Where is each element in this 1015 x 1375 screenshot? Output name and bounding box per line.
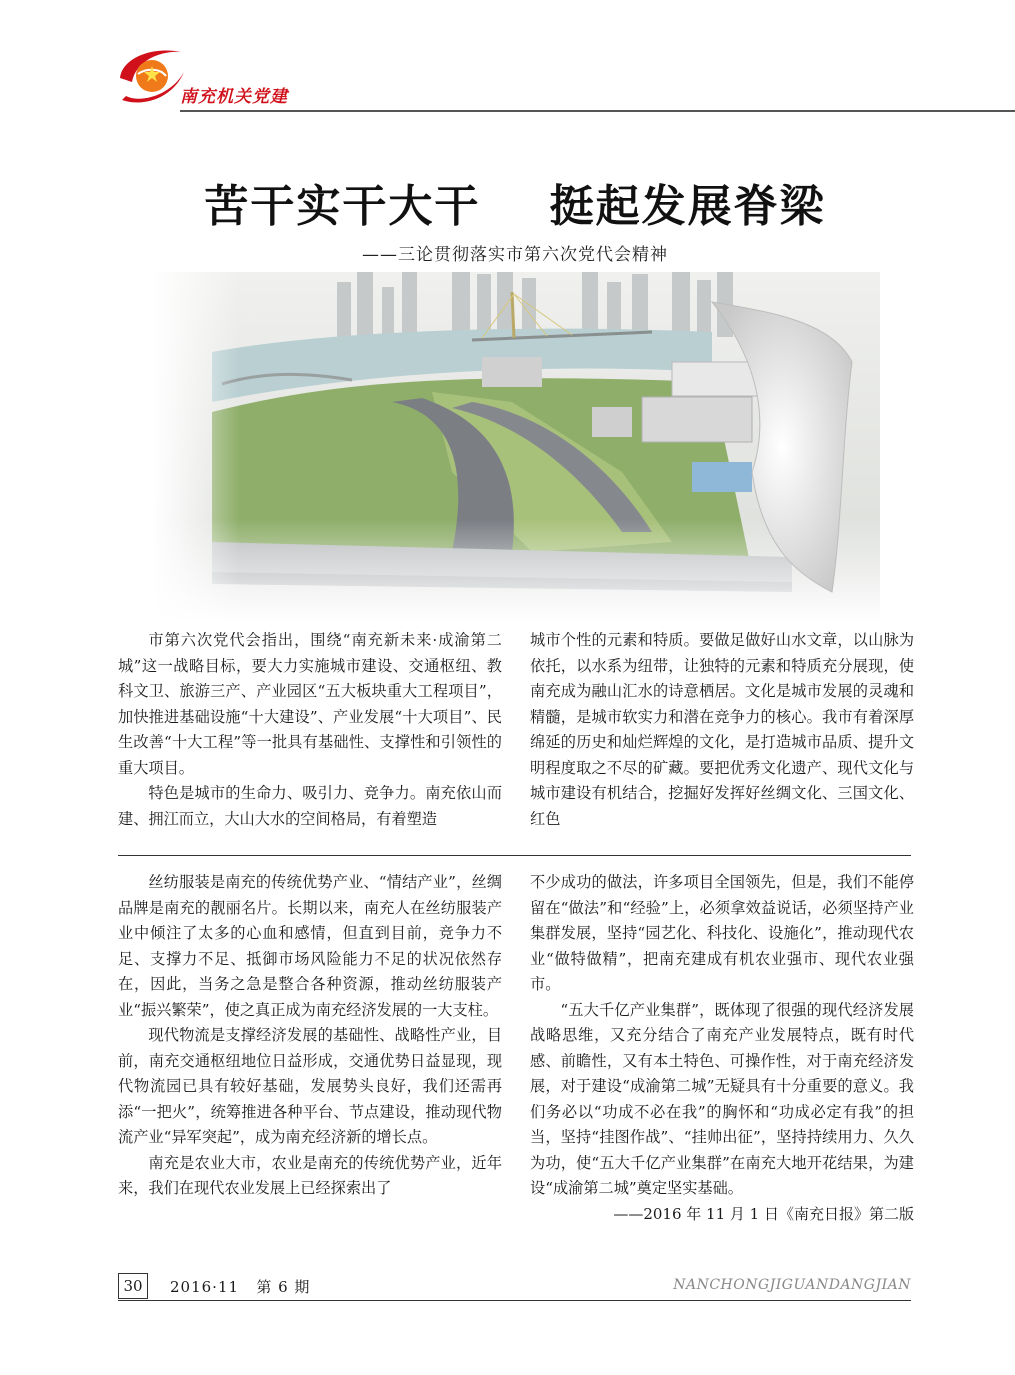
paragraph: 南充是农业大市，农业是南充的传统优势产业，近年来，我们在现代农业发展上已经探索出了 — [118, 1153, 502, 1197]
article-source: ——2016 年 11 月 1 日《南充日报》第二版 — [613, 1204, 914, 1223]
footer-rule — [118, 1300, 911, 1301]
upper-left-column — [118, 628, 502, 832]
paragraph: 不少成功的做法，许多项目全国领先，但是，我们不能停留在“做法”和“经验”上，必须拿效益说话，必须坚持产业集群发展，坚持“园艺化、科技化、设施化”，推动现代农业“做特做精”，把南充建成有机农业强市、现代农业强市。 — [530, 873, 914, 993]
header-rule — [180, 110, 1015, 112]
article-title: 苦干实干大干 挺起发展脊梁 — [204, 181, 826, 232]
footer-brand: NANCHONGJIGUANDANGJIAN — [673, 1277, 911, 1293]
page-number: 30 — [118, 1273, 148, 1299]
city-aerial-photo — [152, 212, 880, 622]
page-header — [0, 0, 1015, 120]
article-subtitle: ——三论贯彻落实市第六次党代会精神 — [362, 245, 668, 265]
lower-left-column — [118, 870, 502, 1202]
lower-right-column — [530, 870, 914, 1227]
paragraph: 市第六次党代会指出，围绕“南充新未来·成渝第二城”这一战略目标，要大力实施城市建设、交通枢纽、教科文卫、旅游三产、产业园区“五大板块重大工程项目”，加快推进基础设施“十大建设”、产业发展“十大项目”、民生改善“十大工程”等一批具有基础性、支撑性和引领性的重大项目。 — [118, 631, 502, 777]
upper-right-column — [530, 628, 914, 832]
paragraph: 现代物流是支撑经济发展的基础性、战略性产业，目前，南充交通枢纽地位日益形成，交通优势日益显现，现代物流园已具有较好基础，发展势头良好，我们还需再添“一把火”，统筹推进各种平台、节点建设，推动现代物流产业“异军突起”，成为南充经济新的增长点。 — [118, 1026, 502, 1146]
brand-title: 南充机关党建 — [180, 87, 288, 107]
paragraph: “五大千亿产业集群”，既体现了很强的现代经济发展战略思维，又充分结合了南充产业发展特点，既有时代感、前瞻性，又有本土特色、可操作性，对于南充经济发展，对于建设“成渝第二城”无疑具有十分重要的意义。我们务必以“功成不必在我”的胸怀和“功成必定有我”的担当，坚持“挂图作战”、“挂帅出征”，坚持持续用力、久久为功，使“五大千亿产业集群”在南充大地开花结果，为建设“成渝第二城”奠定坚实基础。 — [530, 1000, 914, 1197]
paragraph: 特色是城市的生命力、吸引力、竞争力。南充依山而建、拥江而立，大山大水的空间格局，有着塑造 — [118, 784, 502, 828]
issue-info: 2016·11 第 6 期 — [170, 1278, 311, 1296]
paragraph: 丝纺服装是南充的传统优势产业、“情结产业”，丝绸品牌是南充的靓丽名片。长期以来，南充人在丝纺服装产业中倾注了太多的心血和感情，但直到目前，竞争力不足、支撑力不足、抵御市场风险能力不足的状况依然存在，因此，当务之急是整合各种资源，推动丝纺服装产业“振兴繁荣”，使之真正成为南充经济发展的一大支柱。 — [118, 873, 502, 1019]
paragraph: 城市个性的元素和特质。要做足做好山水文章，以山脉为依托，以水系为纽带，让独特的元素和特质充分展现，使南充成为融山汇水的诗意栖居。文化是城市发展的灵魂和精髓，是城市软实力和潜在竞争力的核心。我市有着深厚绵延的历史和灿烂辉煌的文化，是打造城市品质、提升文明程度取之不尽的矿藏。要把优秀文化遗产、现代文化与城市建设有机结合，挖掘好发挥好丝绸文化、三国文化、红色 — [530, 631, 914, 828]
section-divider — [118, 855, 911, 856]
